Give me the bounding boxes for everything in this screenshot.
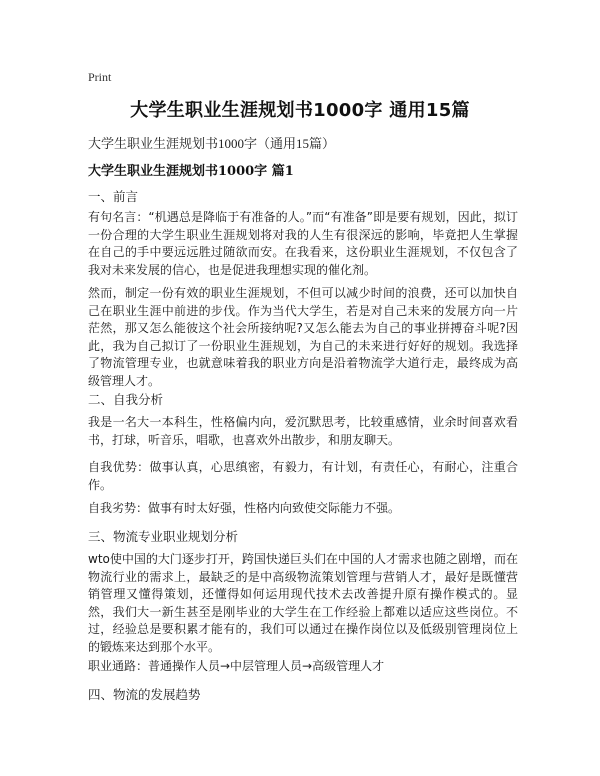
- heading-preface: 一、前言: [88, 189, 139, 204]
- print-link[interactable]: Print: [88, 70, 112, 84]
- section-heading: 大学生职业生涯规划书1000字 篇1: [88, 164, 294, 179]
- paragraph-preface-2: 然而，制定一份有效的职业生涯规划，不但可以减少时间的浪费，还可以加快自己在职业生涯中前进的步伐。作为当代大学生，若是对自己未来的发展方向一片茫然，那又怎么能彼这个社会所接纳呢?又怎么能去为自己的事业拼搏奋斗呢?因此，我为自己拟订了一份职业生涯规划，为自己的未来进行好好的规划。我选择了物流管理专业，也就意味着我的职业方向是沿着物流学大道行走，最终成为高级管理人才。: [88, 286, 518, 388]
- page-title: 大学生职业生涯规划书1000字 通用15篇: [130, 100, 470, 121]
- paragraph-career-path: 职业通路：普通操作人员→中层管理人员→高级管理人才: [88, 659, 385, 673]
- document-subtitle: 大学生职业生涯规划书1000字（通用15篇）: [88, 136, 336, 151]
- paragraph-preface-1: 有句名言：“机遇总是降临于有准备的人。”而“有准备”即是要有规划，因此，拟订一份合理的大学生职业生涯规划将对我的人生有很深远的影响，毕竟把人生掌握在自己的手中要远远胜过随欲而安。在我看来，这份职业生涯规划，不仅包含了我对未来发展的信心，也是促进我理想实现的催化剂。: [88, 210, 518, 277]
- paragraph-logistics: wto使中国的大门逐步打开，跨国快递巨头们在中国的人才需求也随之剧增，而在物流行业的需求上，最缺乏的是中高级物流策划管理与营销人才，最好是既懂营销管理又懂得策划，还懂得如何运用现代技术去改善提升原有操作模式的。显然，我们大一新生甚至是刚毕业的大学生在工作经验上都难以适应这些岗位。不过，经验总是要积累才能有的，我们可以通过在操作岗位以及低级别管理岗位上的锻炼来达到那个水平。: [88, 552, 518, 654]
- paragraph-self-1: 我是一名大一本科生，性格偏内向，爱沉默思考，比较重感情，业余时间喜欢看书，打球，听音乐，唱歌，也喜欢外出散步，和朋友聊天。: [88, 415, 518, 447]
- paragraph-self-strengths: 自我优势：做事认真，心思缜密，有毅力，有计划，有责任心，有耐心，注重合作。: [88, 460, 518, 492]
- heading-logistics-analysis: 三、物流专业职业规划分析: [88, 529, 239, 544]
- heading-logistics-trend: 四、物流的发展趋势: [88, 687, 201, 702]
- paragraph-self-weaknesses: 自我劣势：做事有时太好强，性格内向致使交际能力不强。: [88, 501, 401, 515]
- heading-self-analysis: 二、自我分析: [88, 392, 164, 407]
